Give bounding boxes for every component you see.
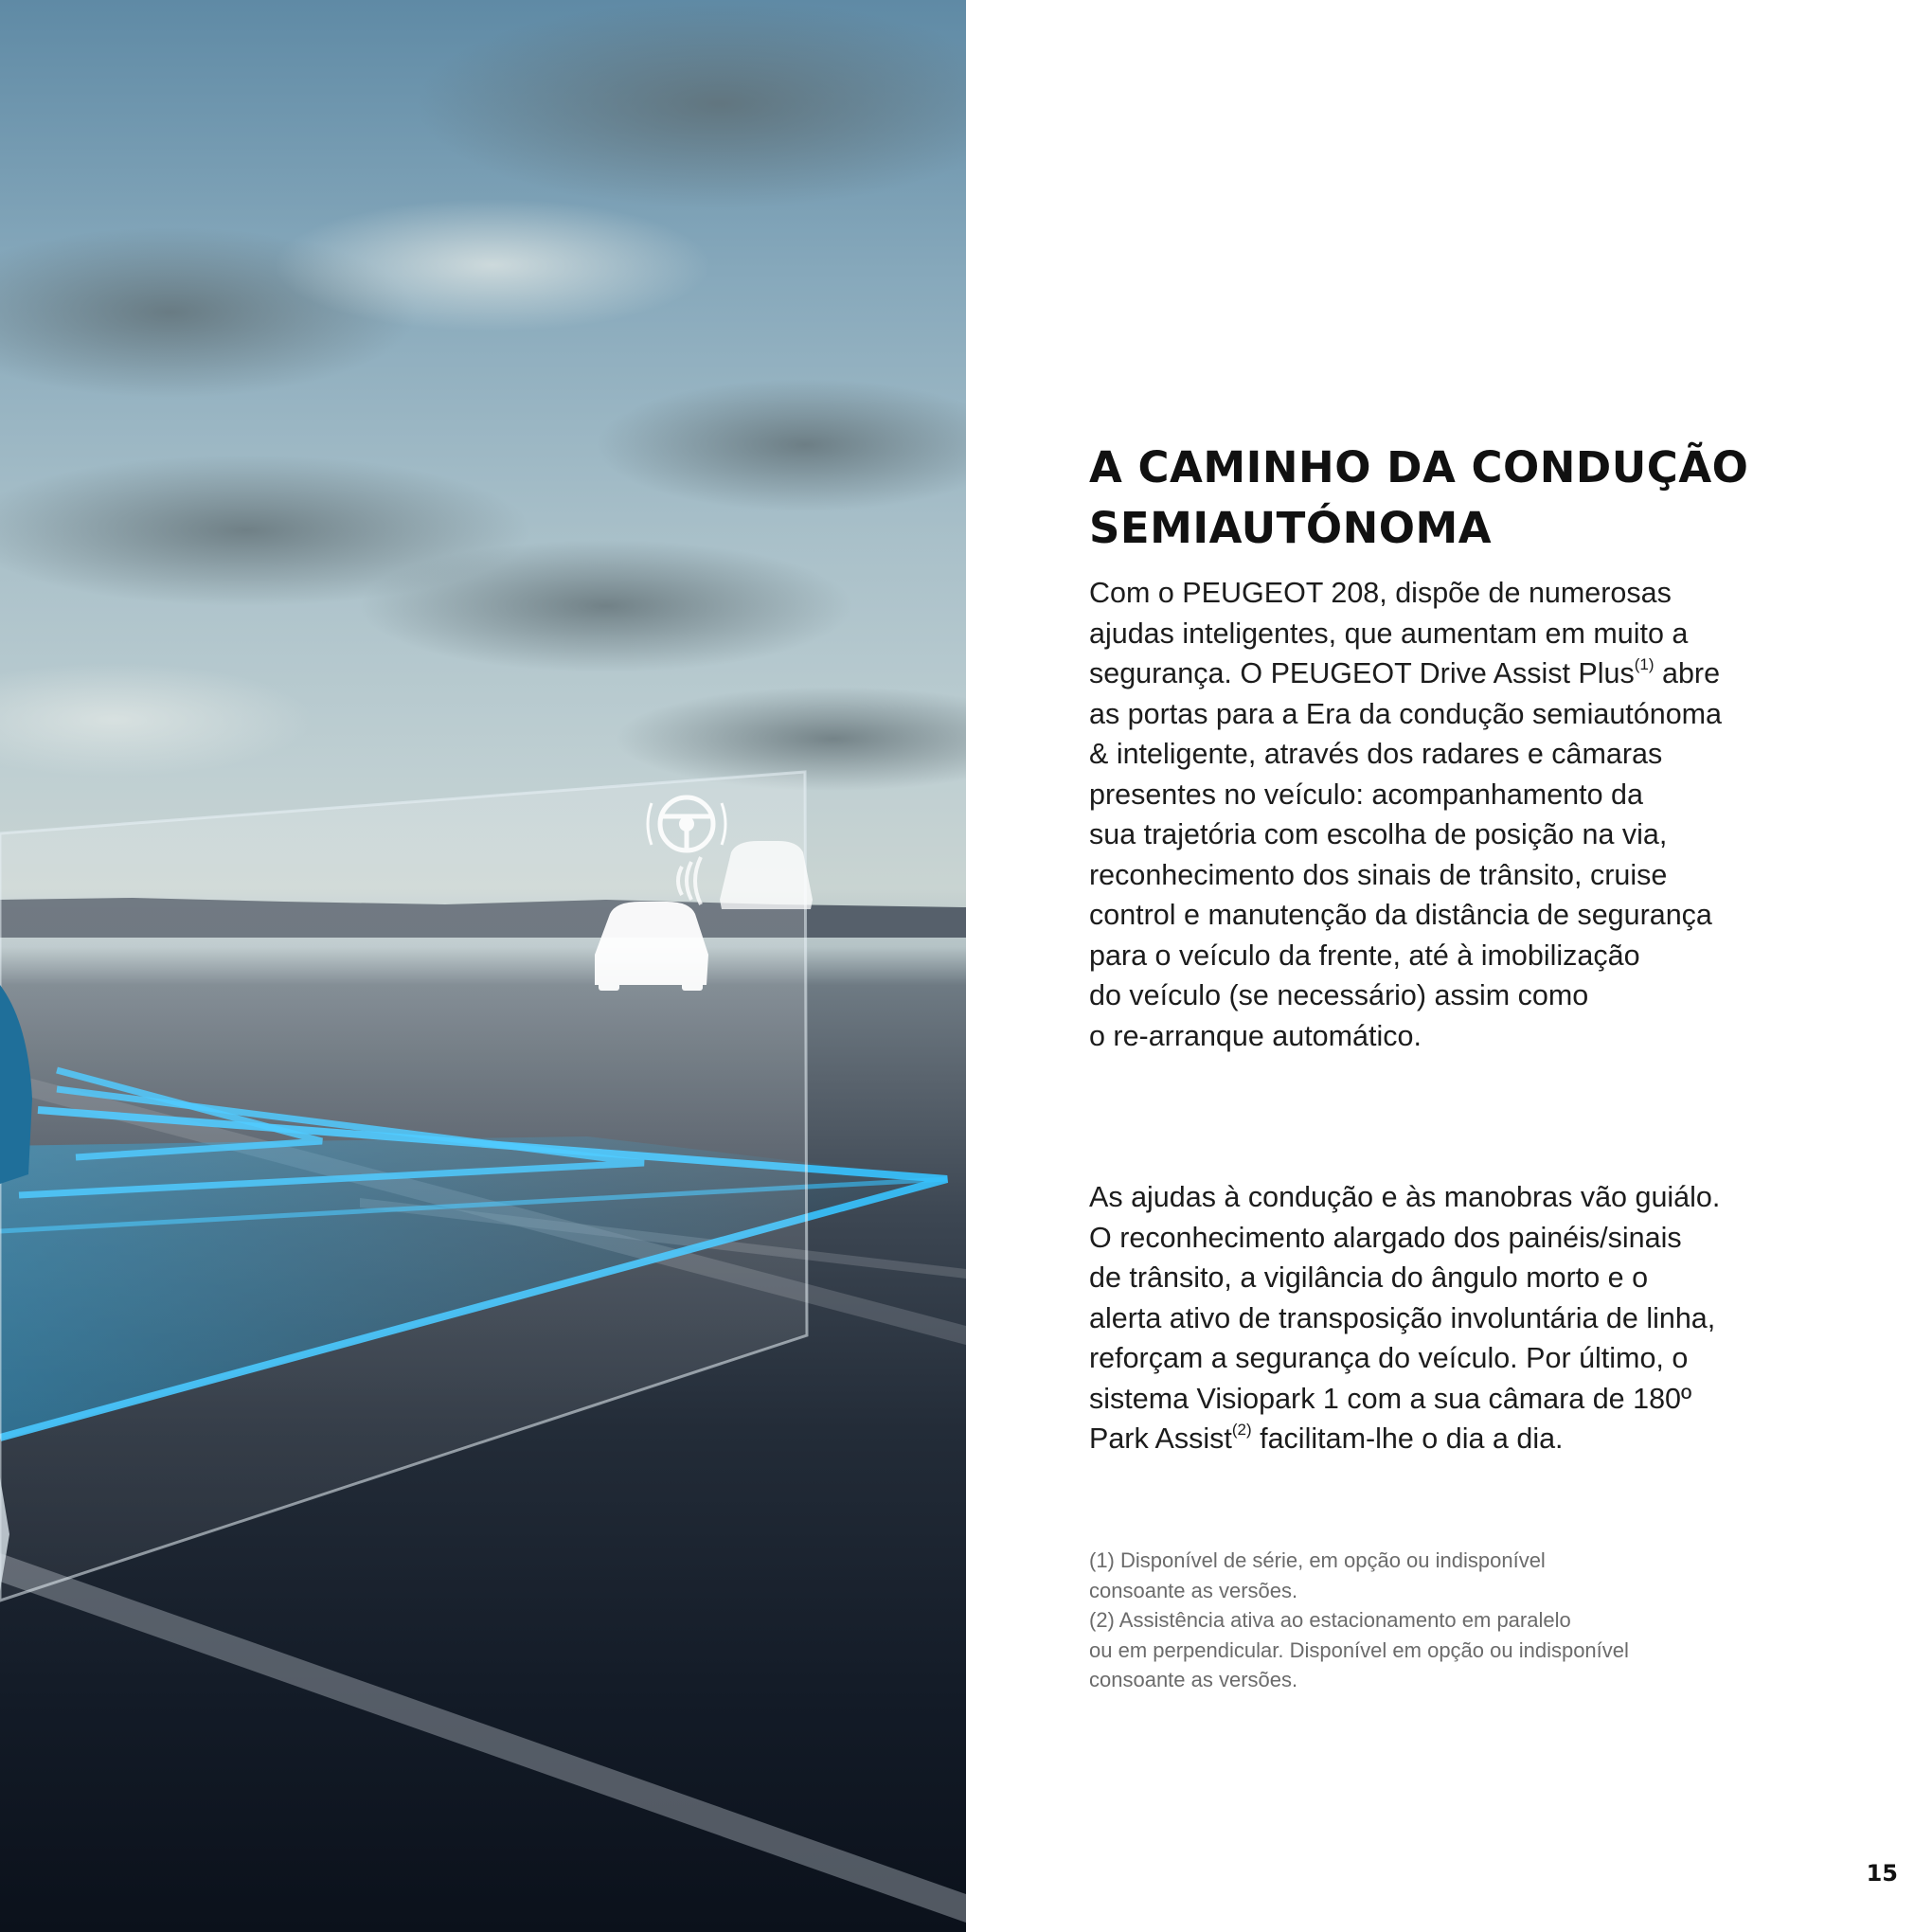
text-line — [1089, 653, 1828, 694]
footnote-ref-2: (2) — [1231, 1421, 1252, 1439]
hud-glass-panel — [0, 772, 807, 1601]
text-fragment: facilitam-lhe o dia a dia. — [1251, 1422, 1564, 1455]
road-line — [0, 1553, 966, 1923]
text-line: sua trajetória com escolha de posição na via, — [1089, 818, 1668, 850]
intro-paragraph — [1089, 573, 1828, 1056]
car-ahead-icon — [720, 841, 813, 909]
text-line: o re-arranque automático. — [1089, 1019, 1422, 1052]
text-line: presentes no veículo: acompanhamento da — [1089, 778, 1643, 811]
footnote-line: consoante as versões. — [1089, 1668, 1298, 1691]
text-line: do veículo (se necessário) assim como — [1089, 979, 1589, 1011]
text-line: de trânsito, a vigilância do ângulo morto e o — [1089, 1261, 1649, 1294]
text-fragment: segurança. O PEUGEOT Drive Assist Plus — [1089, 657, 1635, 689]
text-line: As ajudas à condução e às manobras vão guiálo. — [1089, 1181, 1721, 1213]
text-line: reforçam a segurança do veículo. Por último, o — [1089, 1342, 1689, 1374]
footnote-line: consoante as versões. — [1089, 1578, 1298, 1602]
text-fragment: abre — [1654, 657, 1721, 689]
footnote-line: (1) Disponível de série, em opção ou indisponível — [1089, 1548, 1546, 1572]
text-line: control e manutenção da distância de segurança — [1089, 899, 1712, 931]
text-line: alerta ativo de transposição involuntária de linha, — [1089, 1301, 1716, 1334]
text-line: para o veículo da frente, até à imobilização — [1089, 939, 1640, 972]
page-title — [1089, 438, 1828, 559]
footnote-line: ou em perpendicular. Disponível em opção ou indisponível — [1089, 1637, 1629, 1662]
text-line: & inteligente, através dos radares e câmaras — [1089, 738, 1663, 770]
text-line: reconhecimento dos sinais de trânsito, cruise — [1089, 858, 1668, 891]
title-line: A CAMINHO DA CONDUÇÃO — [1089, 442, 1749, 492]
text-line: as portas para a Era da condução semiautónoma — [1089, 697, 1723, 730]
footnotes — [1089, 1546, 1828, 1695]
own-car-icon — [595, 902, 708, 991]
text-fragment: Park Assist — [1089, 1422, 1232, 1455]
footnote-ref-1: (1) — [1634, 655, 1655, 673]
text-line — [1089, 1419, 1828, 1459]
text-line: Com o PEUGEOT 208, dispõe de numerosas — [1089, 577, 1672, 609]
text-line: ajudas inteligentes, que aumentam em muito a — [1089, 617, 1689, 650]
cloud — [417, 0, 966, 208]
title-line: SEMIAUTÓNOMA — [1089, 503, 1493, 553]
page-number: 15 — [1866, 1860, 1898, 1887]
cloud — [275, 199, 710, 331]
cloud — [0, 663, 313, 777]
driving-aids-paragraph — [1089, 1177, 1828, 1459]
text-line: sistema Visiopark 1 com a sua câmara de 180º — [1089, 1382, 1692, 1415]
footnote-line: (2) Assistência ativa ao estacionamento em paralelo — [1089, 1608, 1571, 1632]
cloud — [597, 379, 966, 511]
text-line: O reconhecimento alargado dos painéis/sinais — [1089, 1221, 1682, 1254]
cloud — [360, 540, 852, 672]
